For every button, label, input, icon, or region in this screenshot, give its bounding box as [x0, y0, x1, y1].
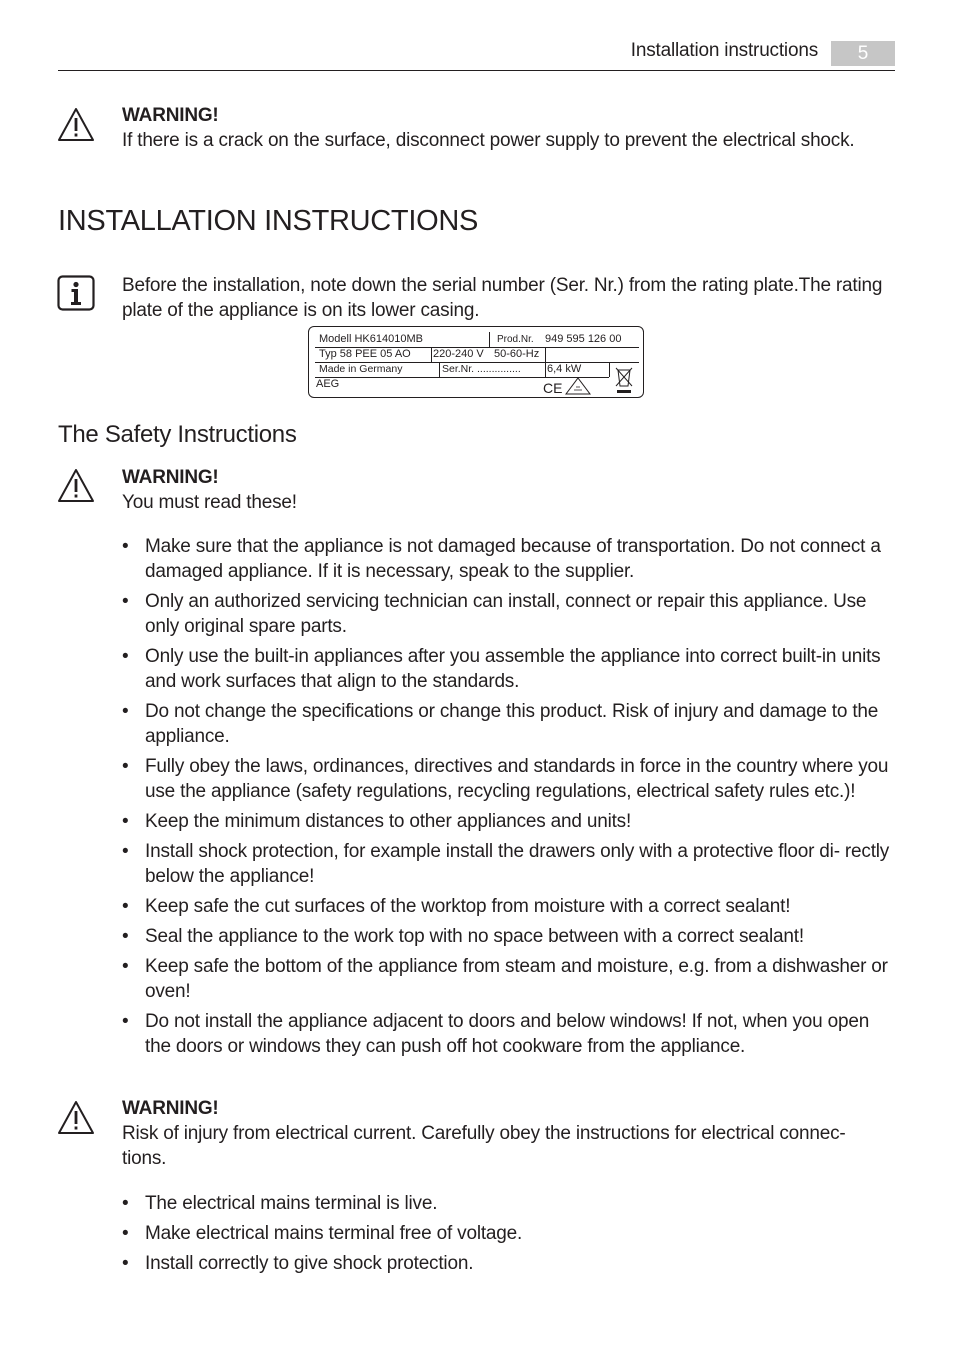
- list-item: • Only an authorized servicing technician can install, connect or repair this appliance. Use only original spare parts.: [122, 589, 892, 639]
- list-item: • Do not change the specifications or change this product. Risk of injury and damage to the appliance.: [122, 699, 892, 749]
- plate-type: Typ 58 PEE 05 AO: [319, 348, 411, 360]
- list-item: • Make electrical mains terminal free of voltage.: [122, 1221, 892, 1246]
- list-item: • The electrical mains terminal is live.: [122, 1191, 892, 1216]
- list-item: • Install correctly to give shock protection.: [122, 1251, 892, 1276]
- plate-origin: Made in Germany: [319, 363, 403, 375]
- list-item: • Keep the minimum distances to other appliances and units!: [122, 809, 892, 834]
- electrical-list: [122, 1191, 892, 1281]
- warning-title: WARNING!: [122, 467, 219, 488]
- warning-triangle-icon: [57, 1100, 95, 1136]
- plate-frequency: 50-60-Hz: [494, 348, 540, 360]
- info-note: [122, 273, 892, 323]
- plate-prodnr: 949 595 126 00: [545, 333, 622, 345]
- warning-triangle-icon: [57, 468, 95, 504]
- warning-text: You must read these!: [122, 492, 297, 513]
- approval-triangle-icon: [565, 377, 591, 395]
- list-item: • Seal the appliance to the work top with no space between with a correct sealant!: [122, 924, 892, 949]
- section-title: INSTALLATION INSTRUCTIONS: [58, 205, 479, 237]
- list-item: • Fully obey the laws, ordinances, directives and standards in force in the country where you use the appliance (safety regulations, recycling regulations, electrical safety rules etc.)!: [122, 754, 892, 804]
- info-note-text: , note down the serial number (Ser. Nr.) from the rating plate.The rating plate of the appliance is on its lower casing.: [122, 275, 883, 321]
- warning-title: WARNING!: [122, 1098, 219, 1119]
- safety-list: [122, 534, 892, 1064]
- plate-model: Modell HK614010MB: [319, 333, 423, 345]
- warning-electrical: [122, 1096, 892, 1171]
- list-item: • Keep safe the cut surfaces of the worktop from moisture with a correct sealant!: [122, 894, 892, 919]
- list-item: • Do not install the appliance adjacent to doors and below windows! If not, when you open the doors or windows they can push off hot cookware from the appliance.: [122, 1009, 892, 1059]
- ce-mark-icon: CE: [543, 380, 563, 396]
- page-number: 5: [831, 41, 895, 66]
- plate-prodnr-label: Prod.Nr.: [497, 334, 534, 345]
- header-divider: [58, 70, 895, 71]
- list-item: • Make sure that the appliance is not damaged because of transportation. Do not connect a damaged appliance. If it is necessary, speak to the supplier.: [122, 534, 892, 584]
- warning-text: Risk of injury from electrical current. Carefully obey the instructions for electrical connec- tions.: [122, 1123, 846, 1169]
- warning-read: [122, 465, 892, 515]
- list-item: • Keep safe the bottom of the appliance from steam and moisture, e.g. from a dishwasher or oven!: [122, 954, 892, 1004]
- plate-brand: AEG: [316, 378, 340, 390]
- weee-bin-icon: [612, 364, 636, 396]
- info-note-lead: Before the installation: [122, 275, 301, 296]
- plate-sernr: Ser.Nr. ...............: [442, 363, 521, 375]
- list-item: • Install shock protection, for example install the drawers only with a protective floor di- rectly below the appliance!: [122, 839, 892, 889]
- warning-text: If there is a crack on the surface, disconnect power supply to prevent the electrical shock.: [122, 130, 855, 151]
- warning-triangle-icon: [57, 107, 95, 143]
- list-item: • Only use the built-in appliances after you assemble the appliance into correct built-in units and work surfaces that align to the standards.: [122, 644, 892, 694]
- warning-crack: [122, 103, 892, 153]
- warning-title: WARNING!: [122, 105, 219, 126]
- plate-power: 6,4 kW: [547, 363, 582, 375]
- plate-voltage: 220-240 V: [433, 348, 484, 360]
- subsection-title: The Safety Instructions: [58, 421, 297, 448]
- info-icon: [57, 275, 95, 311]
- rating-plate: [308, 326, 644, 398]
- running-header: Installation instructions: [630, 40, 818, 61]
